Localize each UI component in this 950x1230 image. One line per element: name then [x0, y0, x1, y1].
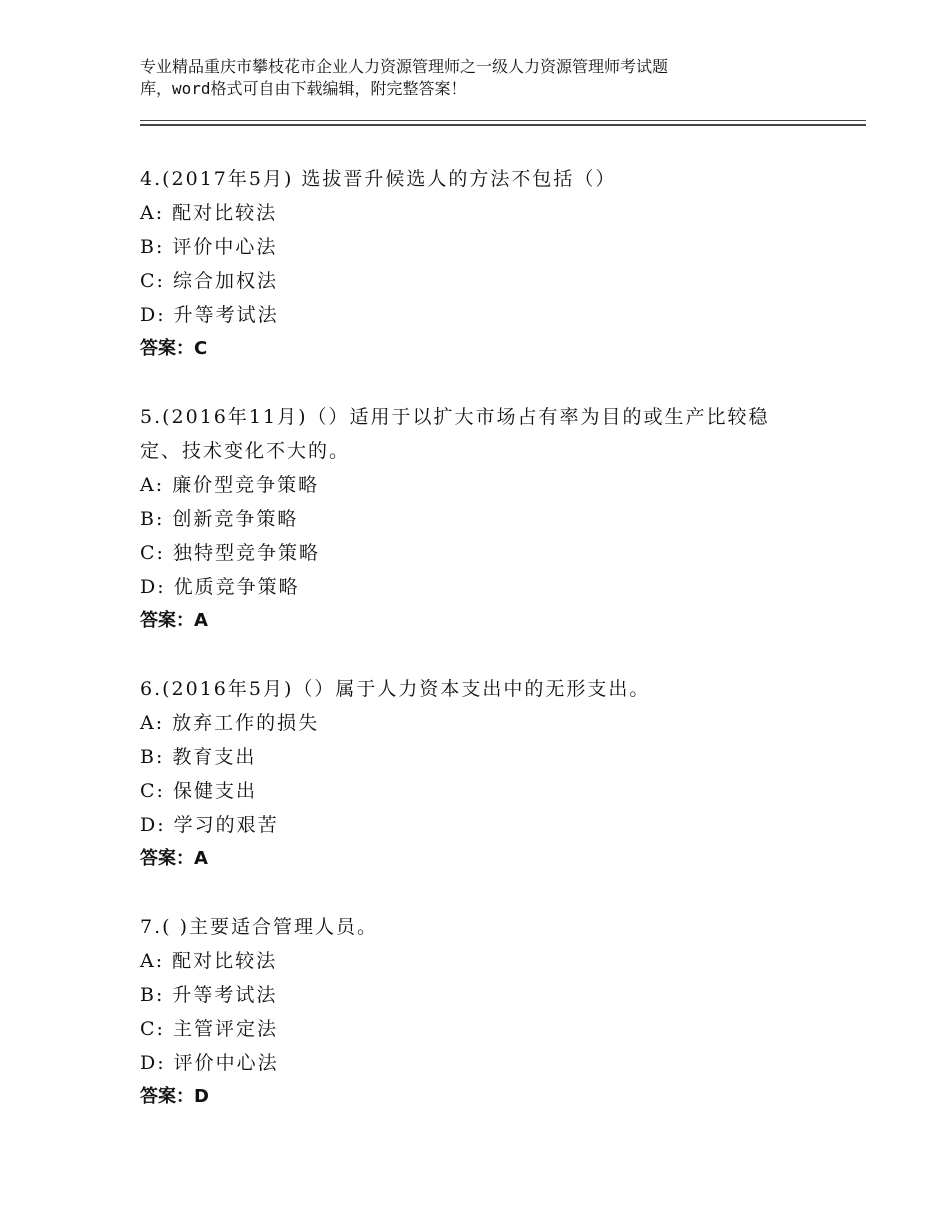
answer-label: 答案：A: [140, 610, 208, 631]
answer-label: 答案：C: [140, 338, 208, 359]
option-b: B: 升等考试法: [140, 984, 278, 1006]
option-c: C: 综合加权法: [140, 270, 278, 292]
option-d: D: 升等考试法: [140, 304, 279, 326]
question-text: 6.(2016年5月)（）属于人力资本支出中的无形支出。: [140, 678, 651, 700]
question-text: 7.( )主要适合管理人员。: [140, 916, 378, 938]
question-6: [140, 672, 840, 876]
option-d: D: 学习的艰苦: [140, 814, 279, 836]
option-b: B: 创新竞争策略: [140, 508, 299, 530]
document-header: [140, 56, 840, 100]
header-line-2: 库，word格式可自由下载编辑，附完整答案！: [140, 79, 467, 98]
option-c: C: 保健支出: [140, 780, 257, 802]
answer-label: 答案：A: [140, 848, 208, 869]
question-7: [140, 910, 840, 1114]
question-text: 4.(2017年5月) 选拔晋升候选人的方法不包括（）: [140, 168, 617, 190]
question-list: [140, 162, 840, 1148]
option-d: D: 评价中心法: [140, 1052, 279, 1074]
question-text-continued: 定、技术变化不大的。: [140, 440, 351, 462]
header-line-1: 专业精品重庆市攀枝花市企业人力资源管理师之一级人力资源管理师考试题: [140, 57, 669, 76]
option-a: A: 廉价型竞争策略: [140, 474, 320, 496]
option-d: D: 优质竞争策略: [140, 576, 300, 598]
option-b: B: 教育支出: [140, 746, 257, 768]
header-divider: [140, 120, 866, 126]
option-a: A: 放弃工作的损失: [140, 712, 320, 734]
question-5: [140, 400, 840, 638]
option-a: A: 配对比较法: [140, 950, 278, 972]
option-b: B: 评价中心法: [140, 236, 278, 258]
option-a: A: 配对比较法: [140, 202, 278, 224]
option-c: C: 独特型竞争策略: [140, 542, 320, 564]
option-c: C: 主管评定法: [140, 1018, 278, 1040]
answer-label: 答案：D: [140, 1086, 209, 1107]
question-4: [140, 162, 840, 366]
question-text: 5.(2016年11月)（）适用于以扩大市场占有率为目的或生产比较稳: [140, 406, 770, 428]
